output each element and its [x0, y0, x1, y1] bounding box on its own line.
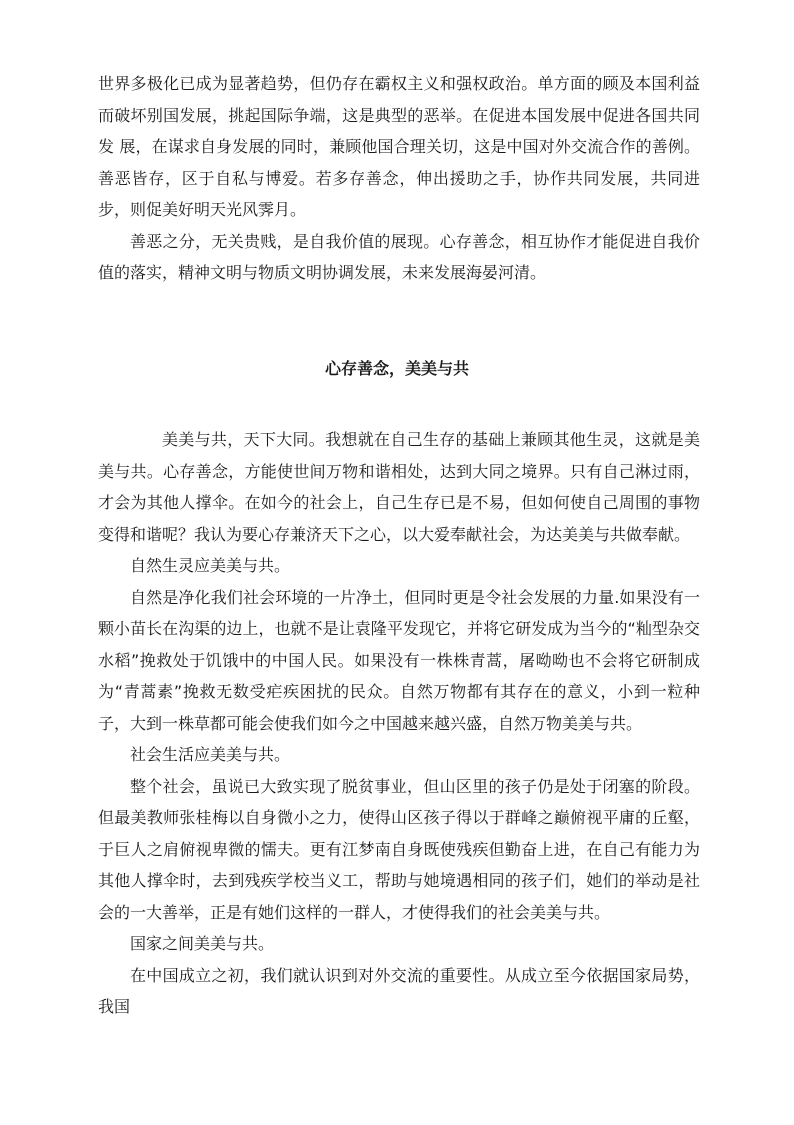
section-heading: 国家之间美美与共。	[130, 934, 275, 953]
section-heading: 社会生活应美美与共。	[130, 745, 291, 764]
essay-paragraph: 自然是净化我们社会环境的一片净土，但同时更是令社会发展的力量.如果没有一颗小苗长在沟渠的边上，也就不是让袁隆平发现它，并将它研发成为当今的“籼型杂交水稻”挽救处于饥饿中的中国人民。如果没有一株株青蒿，屠呦呦也不会将它研制成为“青蒿素”挽救无数受疟疾困扰的民众。自然万物都有其存在的意义，小到一粒种子，大到一株草都可能会使我们如今之中国越来越兴盛，自然万物美美与共。	[98, 587, 700, 733]
essay-paragraph: 在中国成立之初，我们就认识到对外交流的重要性。从成立至今依据国家局势，我国	[98, 965, 700, 1016]
essay-body	[98, 424, 700, 1023]
essay-paragraph: 美美与共，天下大同。我想就在自己生存的基础上兼顾其他生灵，这就是美美与共。心存善念，方能使世间万物和谐相处，达到大同之境界。只有自己淋过雨，才会为其他人撑伞。在如今的社会上，自己生存已是不易，但如何使自己周围的事物变得和谐呢？我认为要心存兼济天下之心，以大爱奉献社会，为达美美与共做奉献。	[98, 430, 700, 544]
essay-paragraph: 整个社会，虽说已大致实现了脱贫事业，但山区里的孩子仍是处于闭塞的阶段。但最美教师张桂梅以自身微小之力，使得山区孩子得以于群峰之巅俯视平庸的丘壑，于巨人之肩俯视卑微的懦夫。更有江梦南自身既使残疾但勤奋上进，在自己有能力为其他人撑伞时，去到残疾学校当义工，帮助与她境遇相同的孩子们，她们的举动是社会的一大善举，正是有她们这样的一群人，才使得我们的社会美美与共。	[98, 776, 700, 922]
section-heading: 自然生灵应美美与共。	[130, 556, 291, 575]
essay-title: 心存善念，美美与共	[324, 359, 469, 378]
intro-paragraph: 世界多极化已成为显著趋势，但仍存在霸权主义和强权政治。单方面的顾及本国利益而破坏别国发展，挑起国际争端，这是典型的恶举。在促进本国发展中促进各国共同发 展，在谋求自身发展的同时，兼顾他国合理关切，这是中国对外交流合作的善例。善恶皆存，区于自私与博爱。若多存善念，伸出援助之手，协作共同发展，共同进步，则促美好明天光风霁月。	[98, 74, 700, 219]
intro-section	[98, 68, 700, 289]
intro-paragraph: 善恶之分，无关贵贱，是自我价值的展现。心存善念，相互协作才能促进自我价值的落实，精神文明与物质文明协调发展，未来发展海晏河清。	[98, 231, 700, 282]
